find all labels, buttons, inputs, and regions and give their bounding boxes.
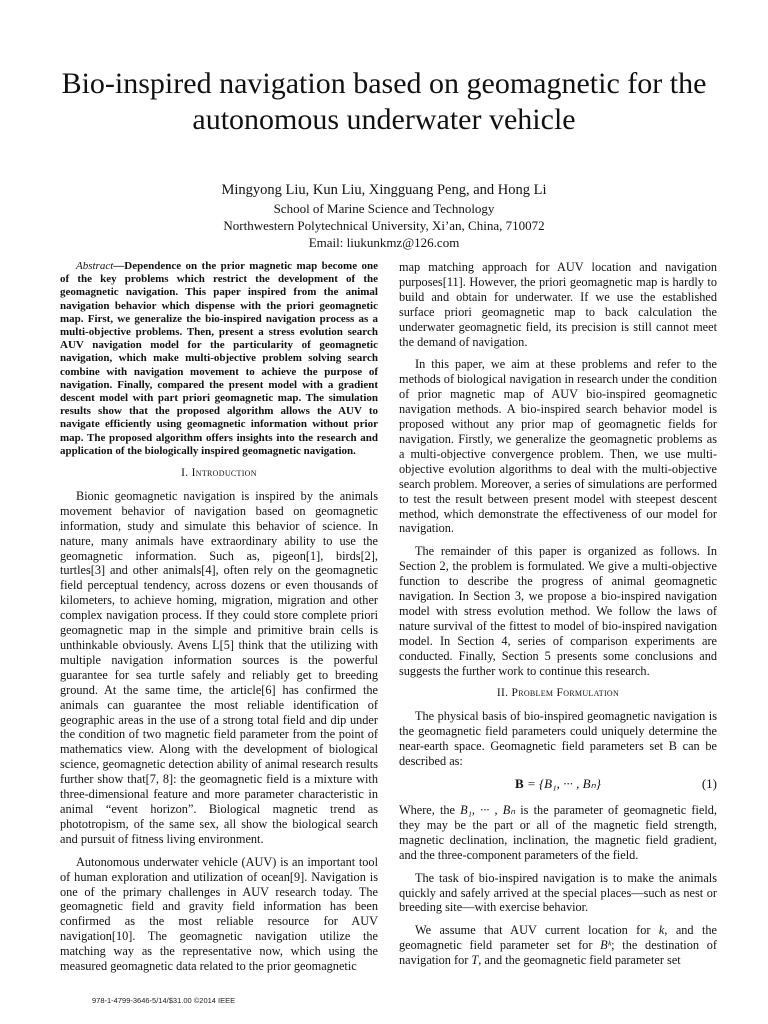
equation-number: (1) xyxy=(701,776,717,791)
text-span: is the parameter of geomagnetic field, they may be the part or all of the magnetic field strength, magnetic declination, inclination, the magnetic field gradient, and the three-component parameters of the field. xyxy=(399,803,717,862)
author-names: Mingyong Liu, Kun Liu, Xingguang Peng, and Hong Li xyxy=(221,182,547,198)
paragraph: The physical basis of bio-inspired geomagnetic navigation is the geomagnetic field parameters could uniquely determine the near-earth space. Geomagnetic field parameters set B can be described as: xyxy=(399,709,717,769)
paragraph: The remainder of this paper is organized as follows. In Section 2, the problem is formulated. We give a multi-objective function to describe the progress of animal geomagnetic navigation. In Section 3, we propose a bio-inspired navigation model with stress evolution method. We follow the laws of nature survival of the fittest to model of bio-inspired navigation model. In Section 4, series of comparison experiments are conducted. Finally, Section 5 presents some conclusions and suggests the further work to continue this research. xyxy=(399,544,717,678)
text-span: ; the destination of navigation for xyxy=(399,938,717,968)
abstract-lead: Abstract xyxy=(76,260,114,272)
paragraph xyxy=(399,803,717,863)
equation-lhs: B xyxy=(515,776,524,791)
math-var: T xyxy=(471,953,479,968)
text-span: , and the geomagnetic field parameter set for xyxy=(399,923,717,953)
text-span: We assume that AUV current location for xyxy=(415,923,659,938)
equation-rhs: = {B₁, ··· , Bₙ} xyxy=(523,776,601,791)
paragraph: map matching approach for AUV location and navigation purposes[11]. However, the priori geomagnetic map is hardly to build and obtain for underwater. If we use the established surface priori geomagnetic map to back calculation the underwater geomagnetic field, its precision is still cannot meet the demand of navigation. xyxy=(399,260,717,349)
abstract-text: —Dependence on the prior magnetic map become one of the key problems which restrict the development of the geomagnetic navigation. This paper inspired from the animal navigation behavior which dispense with the priori geomagnetic map. First, we generalize the bio-inspired navigation process as a multi-objective problems. Then, present a stress evolution search AUV navigation model for the particularity of geomagnetic navigation, which make multi-objective problem solving search combine with navigation movement to achieve the purpose of navigation. Finally, compared the present model with a gradient descent model with part priori geomagnetic map. The simulation results show that the proposed algorithm allows the AUV to navigate efficiently using geomagnetic information without prior map. The proposed algorithm offers insights into the research and application of the biologically inspired geomagnetic navigation. xyxy=(60,260,378,457)
paragraph xyxy=(399,923,717,968)
abstract xyxy=(60,260,378,458)
section-heading-introduction: I. Introduction xyxy=(181,467,257,480)
section-heading-problem-formulation: II. Problem Formulation xyxy=(496,687,620,700)
author-block xyxy=(40,182,728,251)
equation-1 xyxy=(399,777,717,795)
copyright-footer: 978-1-4799-3646-5/14/$31.00 ©2014 IEEE xyxy=(92,996,236,1005)
text-span: Where, the xyxy=(399,803,461,817)
paragraph: Autonomous underwater vehicle (AUV) is an important tool of human exploration and utilization of ocean[9]. Navigation is one of the primary challenges in AUV research today. The geomagnetic field and gravity field information has been confirmed as the most reliable resource for AUV navigation[10]. The geomagnetic navigation utilize the matching way as the representative now, which using the measured geomagnetic data related to the prior geomagnetic xyxy=(60,854,378,974)
left-column xyxy=(60,260,378,982)
author-email: Email: liukunkmz@126.com xyxy=(308,235,460,250)
math-var: k xyxy=(658,923,665,938)
paragraph: The task of bio-inspired navigation is to make the animals quickly and safely arrived at the special places—such as nest or breeding site—with exercise behavior. xyxy=(399,870,717,915)
math-vars: B₁, ··· , Bₙ xyxy=(460,803,516,817)
paragraph: Bionic geomagnetic navigation is inspired by the animals movement behavior of navigation based on geomagnetic information, study and simulate this behavior of science. In nature, many animals have extraordinary ability to use the geomagnetic information. Such as, pigeon[1], birds[2], turtles[3] and other animals[4], often rely on the geomagnetic field perceptual tendency, across dozens or even thousands of kilometers, to achieve homing, migration, migration and other complex navigation process. If they could store complete priori geomagnetic map in the simple and primitive brain cells is unthinkable obviously. Avens L[5] think that the utilizing with multiple navigation information sources is the powerful guarantee for sea turtle safely and reliably get to breeding ground. At the same time, the article[6] has confirmed the animals can guarantee the most reliable identification of geographic areas in the use of a strong total field and dip under the condition of two magnetic field parameter from the point of mathematics view. Along with the development of biological science, geomagnetic detection ability of animal research results further show that[7, 8]: the geomagnetic field is a mixture with three-dimensional feature and more parameter characteristic in animal “event horizon”. Biological magnetic trend as phototropism, of the same sex, all show the biological search and pursuit of fitness living environment. xyxy=(60,488,378,846)
math-var: Bᵏ xyxy=(600,938,612,953)
author-school: School of Marine Science and Technology xyxy=(273,201,495,216)
paragraph: In this paper, we aim at these problems and refer to the methods of biological navigation in research under the condition of prior magnetic map of AUV bio-inspired geomagnetic navigation methods. A bio-inspired search behavior model is proposed without any prior map of geomagnetic fields for navigation. Firstly, we generalize the geomagnetic problems as a multi-objective convergence problem. Then, we use multi-objective evolution algorithms to deal with the multi-objective search problem. Moreover, a series of simulations are performed to test the result between present model with steepest descent method, which demonstrate the effectiveness of our model for navigation. xyxy=(399,357,717,536)
paper-title: Bio-inspired navigation based on geomagnetic for the autonomous underwater vehicle xyxy=(61,67,707,136)
text-span: , and the geomagnetic field parameter set xyxy=(478,953,681,968)
right-column xyxy=(399,260,717,976)
author-university: Northwestern Polytechnical University, Xi’an, China, 710072 xyxy=(223,218,545,233)
